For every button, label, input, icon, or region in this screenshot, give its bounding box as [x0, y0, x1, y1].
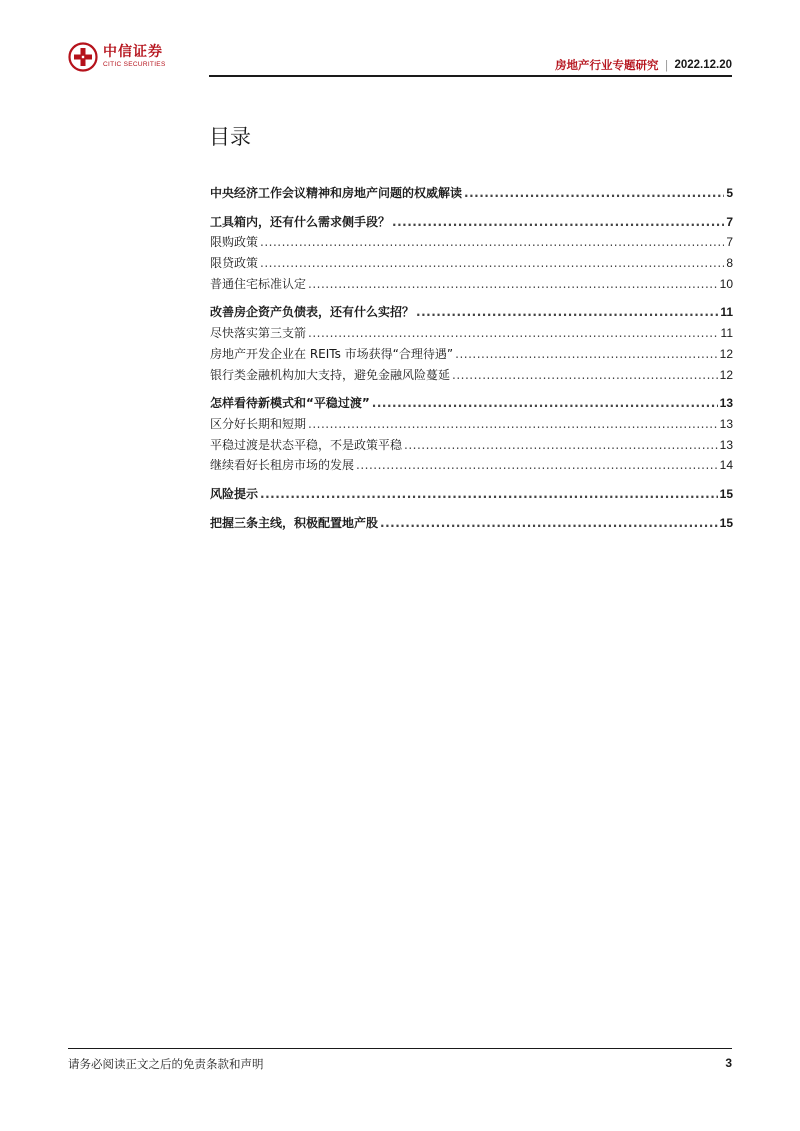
- toc-section-entry[interactable]: [210, 394, 733, 415]
- toc-section-entry[interactable]: [210, 514, 733, 535]
- toc-entry-page: 11: [720, 326, 733, 341]
- toc-section-entry[interactable]: [210, 303, 733, 324]
- toc-leader-dots: [260, 487, 718, 501]
- toc-subsection-entry[interactable]: [210, 275, 733, 296]
- toc-entry-page: 13: [719, 396, 733, 411]
- toc-section-entry[interactable]: [210, 485, 733, 506]
- header-divider: [209, 75, 732, 77]
- toc-leader-dots: [380, 516, 718, 530]
- toc-subsection-entry[interactable]: [210, 324, 733, 345]
- toc-leader-dots: [260, 235, 724, 249]
- toc-title: 目录: [209, 125, 251, 149]
- toc-leader-dots: [452, 368, 718, 382]
- toc-entry-page: 7: [726, 214, 733, 229]
- toc-subsection-entry[interactable]: [210, 366, 733, 387]
- toc-entry-page: 14: [719, 458, 733, 473]
- toc-entry-page: 8: [726, 256, 733, 271]
- toc-entry-label: 限贷政策: [210, 256, 259, 271]
- toc-entry-label: 房地产开发企业在 REITs 市场获得“合理待遇”: [210, 346, 454, 361]
- toc-entry-label: 限购政策: [210, 235, 259, 250]
- toc-leader-dots: [404, 438, 718, 452]
- toc-entry-page: 7: [726, 235, 733, 250]
- toc-leader-dots: [416, 305, 718, 319]
- footer-divider: [68, 1048, 732, 1049]
- toc-entry-label: 银行类金融机构加大支持，避免金融风险蔓延: [210, 367, 451, 382]
- toc-entry-page: 11: [720, 305, 733, 320]
- citic-emblem-icon: [68, 42, 98, 72]
- toc-subsection-entry[interactable]: [210, 436, 733, 457]
- toc-entry-page: 13: [719, 437, 733, 452]
- report-type: 房地产行业专题研究: [555, 58, 659, 72]
- toc-subsection-entry[interactable]: [210, 415, 733, 436]
- page-number: 3: [725, 1056, 732, 1070]
- toc-subsection-entry[interactable]: [210, 456, 733, 477]
- toc-entry-label: 怎样看待新模式和“平稳过渡”: [210, 396, 370, 411]
- logo-chinese-name: 中信证券: [103, 44, 163, 61]
- toc-entry-label: 平稳过渡是状态平稳，不是政策平稳: [210, 437, 403, 452]
- toc-entry-label: 把握三条主线，积极配置地产股: [210, 515, 379, 530]
- toc-entry-label: 工具箱内，还有什么需求侧手段？: [210, 214, 391, 229]
- toc-entry-page: 12: [719, 367, 733, 382]
- toc-leader-dots: [372, 396, 718, 410]
- toc-entry-label: 尽快落实第三支箭: [210, 326, 307, 341]
- toc-entry-label: 中央经济工作会议精神和房地产问题的权威解读: [210, 186, 463, 200]
- report-header-info: [555, 57, 732, 73]
- toc-subsection-entry[interactable]: [210, 345, 733, 366]
- toc-entry-page: 15: [719, 515, 733, 530]
- toc-entry-label: 普通住宅标准认定: [210, 276, 307, 291]
- toc-entry-label: 继续看好长租房市场的发展: [210, 458, 355, 473]
- toc-entry-page: 5: [726, 186, 733, 200]
- report-date: 2022.12.20: [674, 59, 732, 71]
- toc-subsection-entry[interactable]: [210, 254, 733, 275]
- toc-entry-page: 12: [719, 346, 733, 361]
- toc-leader-dots: [308, 417, 718, 431]
- header-separator: |: [664, 58, 669, 72]
- toc-entry-page: 10: [719, 276, 733, 291]
- toc-entry-label: 风险提示: [210, 486, 259, 501]
- toc-entry-page: 13: [719, 416, 733, 431]
- citic-logo: [68, 42, 166, 72]
- toc-leader-dots: [464, 186, 724, 200]
- toc-leader-dots: [308, 277, 718, 291]
- toc-entry-label: 区分好长期和短期: [210, 416, 307, 431]
- toc-entry-page: 15: [719, 486, 733, 501]
- footer-disclaimer: 请务必阅读正文之后的免责条款和声明: [68, 1057, 264, 1071]
- toc-section-entry[interactable]: [210, 213, 733, 234]
- toc-entry-label: 改善房企资产负债表，还有什么实招？: [210, 305, 415, 320]
- toc-leader-dots: [455, 347, 718, 361]
- toc-leader-dots: [392, 215, 724, 229]
- logo-english-name: CITIC SECURITIES: [103, 61, 166, 69]
- toc-section-entry[interactable]: [210, 184, 733, 205]
- toc-leader-dots: [308, 326, 719, 340]
- toc-leader-dots: [260, 256, 724, 270]
- table-of-contents: [210, 184, 733, 534]
- toc-subsection-entry[interactable]: [210, 233, 733, 254]
- toc-leader-dots: [356, 458, 718, 472]
